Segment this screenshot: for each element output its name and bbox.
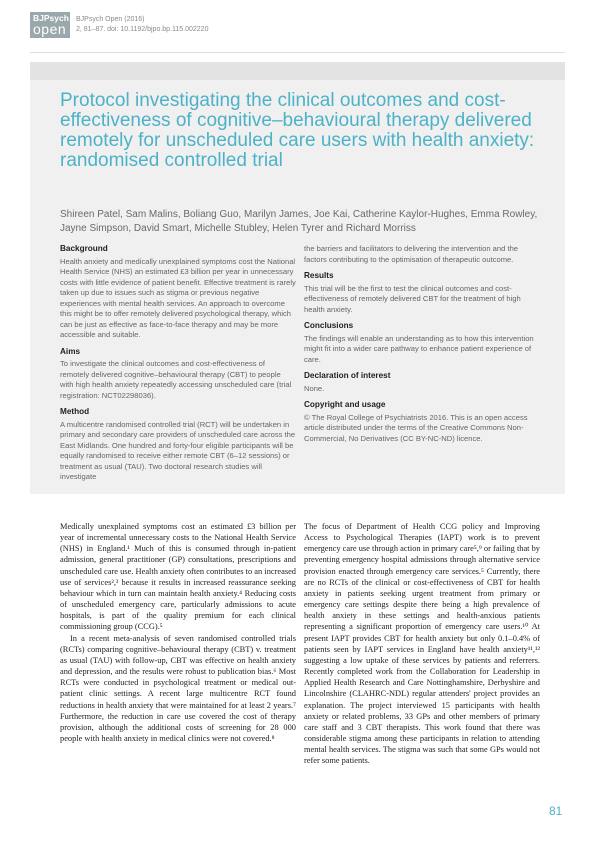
article-title: Protocol investigating the clinical outcomes and cost-effectiveness of cognitive–behavioural therapy delivered remotely for unscheduled care users with health anxiety: randomised controlled trial [60,90,535,171]
page-number: 81 [549,804,563,818]
doi-citation: 2, 81–87. doi: 10.1192/bjpo.bp.115.002220 [76,26,209,33]
body-right-column [304,521,540,766]
declaration-text: None. [304,383,325,393]
logo-text-bjpsych: BJPsych [33,13,69,23]
copyright-heading: Copyright and usage [304,400,386,409]
results-heading: Results [304,271,334,280]
journal-logo [30,12,70,38]
body-paragraph: The focus of Department of Health CCG policy and Improving Access to Psychological Therapies (IAPT) work is to prevent emergency care use through action in primary care⁵,⁹ or failing that by preventing emergency hospital admissions through alternative service provision enacted through emergency care services.⁵ Currently, there are no RCTs of the clinical or cost-effectiveness of CBT for health anxiety in patients seeking urgent treatment from primary or emergency care settings despite there being a high prevalence of health anxiety in these settings and health-anxious patients representing a significant proportion of emergency care users.¹⁰ At present IAPT provides CBT for health anxiety but only 0.1–0.4% of patients seen by IAPT services in England have health anxiety¹¹,¹² suggesting a low uptake of these services by patients and referrers. Recently completed work from the Collaboration for Leadership in Applied Health Research and Care Nottinghamshire, Derbyshire and Lincolnshire (CLAHRC-NDL) regular attenders' project provides an explanation. The project interviewed 15 participants with health anxiety or related problems, 33 GPs and other members of primary care staff and 3 CBT therapists. This work found that there was considerable stigma among these participants in relation to attending mental health services. The stigma was such that some GPs would not refer some patients. [304,522,540,766]
logo-text-open: open [33,21,67,37]
header-divider [30,52,565,53]
declaration-heading: Declaration of interest [304,371,391,380]
abstract-left-column [60,244,296,487]
conclusions-text: The findings will enable an understanding as to how this intervention might fit into a wider care pathway to enhance patient experience of care. [304,333,534,364]
method-heading: Method [60,407,90,416]
abstract-right-column [304,244,540,448]
background-text: Health anxiety and medically unexplained symptoms cost the National Health Service (NHS) an estimated £3 billion per year in unnecessary costs with little evidence of patient benefit. Effective treatment is rarely taken up due to issues such as stigma or previous negative experiences with mental health services. An approach to overcome this might be to offer remotely delivered psychological therapy, which can be just as effective as face-to-face therapy and may be more accessible and suitable. [60,256,296,339]
conclusions-heading: Conclusions [304,321,354,330]
background-heading: Background [60,244,108,253]
aims-heading: Aims [60,346,81,356]
journal-citation [76,15,208,35]
body-left-column [60,521,296,744]
abstract-box-top-band [30,62,565,80]
author-list: Shireen Patel, Sam Malins, Boliang Guo, Marilyn James, Joe Kai, Catherine Kaylor-Hughes, Emma Rowley, Jayne Simpson, David Smart, Michelle Stubley, Helen Tyrer and Richard Morriss [60,209,538,234]
body-paragraph: Medically unexplained symptoms cost an estimated £3 billion per year of incremental unnecessary costs to the National Health Service (NHS) in England.¹ Much of this is consumed through in-patient admission, general practitioner (GP) consultations, prescriptions and unscheduled care use. Health anxiety often contributes to an increased use of services²,³ because it results in increased reassurance seeking behaviour which in turn can maintain health anxiety.⁴ Reducing costs of unscheduled emergency care, particularly admissions to acute hospitals, is part of the quality premium for each clinical commissioning group (CCG).⁵ [60,522,296,632]
body-paragraph: In a recent meta-analysis of seven randomised controlled trials (RCTs) comparing cognitive–behavioural therapy (CBT) v. treatment as usual (TAU) with follow-up, CBT was effective on health anxiety and depression, and the results were robust to publication bias.⁶ Most RCTs were conducted in psychological treatment or medical out-patient clinic settings. A recent large multicentre RCT found reductions in health anxiety that were maintained for at least 2 years.⁷ Furthermore, the reduction in care use covered the cost of therapy provision, although the additional costs of screening for 28 000 people with health anxiety in medical clinics were not covered.⁸ [60,633,296,743]
method-text-continued: the barriers and facilitators to delivering the intervention and the factors contributing to the optimisation of therapeutic outcome. [304,244,519,264]
aims-text: To investigate the clinical outcomes and cost-effectiveness of remotely delivered cognitive–behavioural therapy (CBT) to people with high health anxiety repeatedly accessing unscheduled care (trial registration: NCT02298036). [60,359,292,400]
results-text: This trial will be the first to test the clinical outcomes and cost-effectiveness of remotely delivered CBT for the treatment of high health anxiety. [304,283,521,314]
method-text: A multicentre randomised controlled trial (RCT) will be undertaken in primary and secondary care providers of unscheduled care across the East Midlands. One hundred and forty-four eligible participants will be equally randomised to receive either remote CBT (6–12 sessions) or treatment as usual (TAU). Two doctoral research studies will investigate [60,419,296,481]
journal-name: BJPsych Open (2016) [76,16,145,23]
copyright-text: © The Royal College of Psychiatrists 2016. This is an open access article distributed under the terms of the Creative Commons Non-Commercial, No Derivatives (CC BY-NC-ND) licence. [304,412,528,443]
